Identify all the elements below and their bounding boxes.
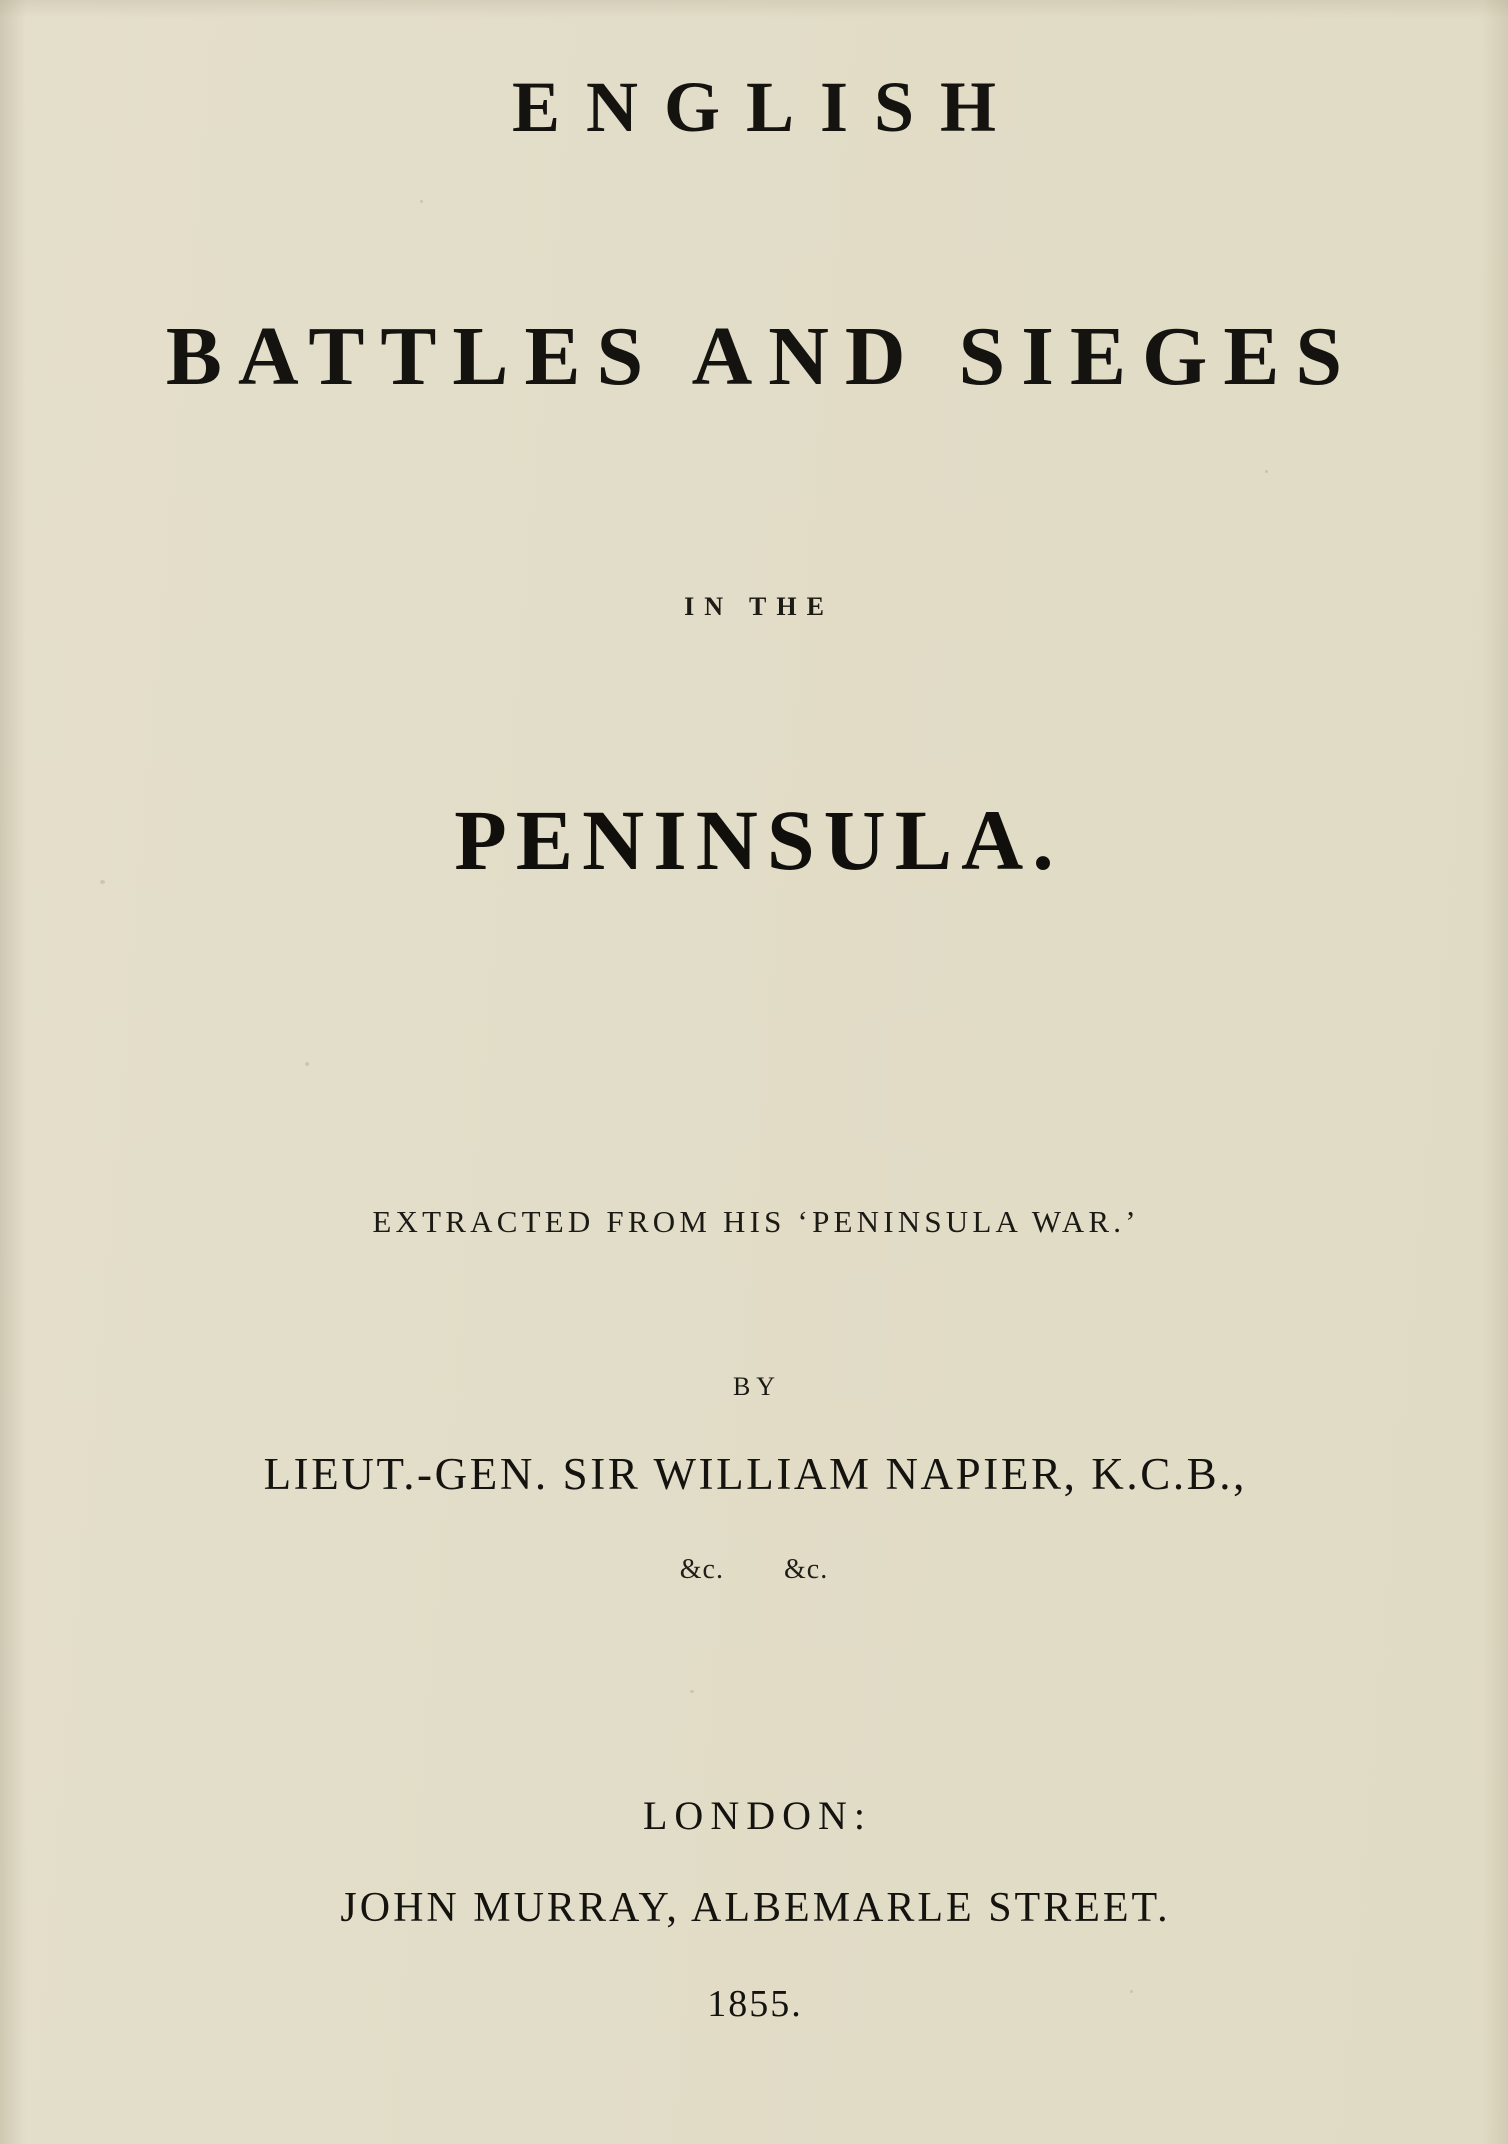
author-etc-second: &c. [784,1554,829,1585]
title-line-battles-and-sieges: BATTLES AND SIEGES [165,310,1359,403]
imprint-publisher: JOHN MURRAY, ALBEMARLE STREET. [340,1885,1171,1931]
byline-by-label: BY [732,1372,782,1401]
author-etc-line [0,1554,1508,1586]
imprint-city: LONDON: [643,1793,872,1838]
title-line-english: ENGLISH [511,67,1023,147]
page-edge-top-shading [0,0,1508,18]
title-connector-in-the: IN THE [684,592,834,621]
author-etc-first: &c. [679,1554,724,1585]
paper-speck [690,1690,694,1693]
imprint-year: 1855. [707,1983,803,2025]
author-name: LIEUT.-GEN. SIR WILLIAM NAPIER, K.C.B., [263,1449,1247,1499]
title-line-peninsula: PENINSULA. [454,792,1063,888]
paper-speck [305,1062,309,1066]
paper-speck [420,200,423,203]
source-note: EXTRACTED FROM HIS ‘PENINSULA WAR.’ [372,1204,1140,1239]
paper-speck [1265,470,1268,473]
